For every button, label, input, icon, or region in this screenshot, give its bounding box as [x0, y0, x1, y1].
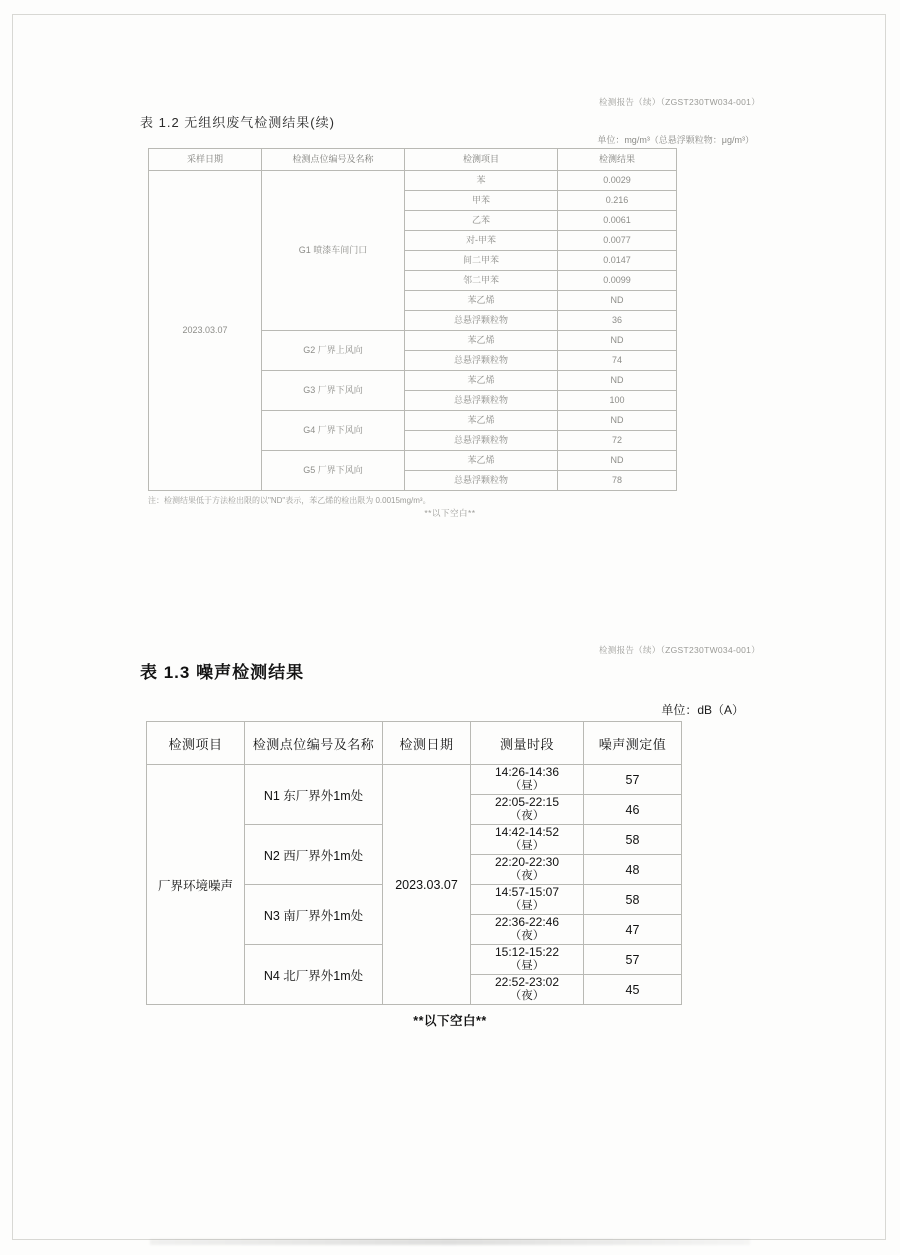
cell-measure-period: [471, 795, 584, 825]
cell-measure-period: [471, 765, 584, 795]
cell-result: 0.0147: [558, 251, 677, 271]
table-row: [147, 765, 682, 795]
scan-artifact: [150, 1239, 750, 1245]
measure-time: 14:42-14:52: [494, 825, 560, 840]
report-code-header-2: 检测报告（续）（ZGST230TW034-001）: [598, 645, 760, 655]
measure-day-night: （昼）: [509, 899, 545, 912]
cell-result: 78: [558, 471, 677, 491]
cell-result: 72: [558, 431, 677, 451]
cell-item: 对-甲苯: [405, 231, 558, 251]
column-header-date: 采样日期: [149, 149, 262, 171]
measure-time: 22:05-22:15: [494, 795, 560, 810]
cell-point-n4: N4 北厂界外1m处: [245, 945, 383, 1005]
cell-measure-period: [471, 885, 584, 915]
cell-point-n1: N1 东厂界外1m处: [245, 765, 383, 825]
table-1-2-title: 表 1.2 无组织废气检测结果(续): [140, 115, 335, 130]
section-table-1-3: [140, 640, 760, 1029]
table-1-2: [148, 148, 677, 491]
measure-time: 14:57-15:07: [494, 885, 560, 900]
measure-day-night: （夜）: [509, 869, 545, 882]
cell-measure-period: [471, 945, 584, 975]
measure-time: 15:12-15:22: [494, 945, 560, 960]
cell-noise-value: 48: [584, 855, 682, 885]
cell-noise-value: 58: [584, 825, 682, 855]
measure-time: 14:26-14:36: [494, 765, 560, 779]
cell-result: 74: [558, 351, 677, 371]
cell-item: 苯乙烯: [405, 451, 558, 471]
cell-item: 苯乙烯: [405, 331, 558, 351]
column-header-point: 检测点位编号及名称: [262, 149, 405, 171]
column-header-test-item: 检测项目: [147, 722, 245, 765]
cell-result: ND: [558, 371, 677, 391]
measure-day-night: （夜）: [509, 989, 545, 1002]
table-row: [149, 149, 677, 171]
cell-point-n2: N2 西厂界外1m处: [245, 825, 383, 885]
cell-item: 总悬浮颗粒物: [405, 431, 558, 451]
column-header-test-date: 检测日期: [383, 722, 471, 765]
cell-result: ND: [558, 331, 677, 351]
column-header-test-point: 检测点位编号及名称: [245, 722, 383, 765]
cell-result: ND: [558, 291, 677, 311]
cell-test-date: 2023.03.07: [383, 765, 471, 1005]
cell-result: 0.0099: [558, 271, 677, 291]
column-header-measure-period: 测量时段: [471, 722, 584, 765]
measure-day-night: （昼）: [509, 779, 545, 792]
cell-item: 总悬浮颗粒物: [405, 391, 558, 411]
cell-noise-value: 57: [584, 945, 682, 975]
section-table-1-2: [140, 97, 760, 519]
measure-time: 22:52-23:02: [494, 975, 560, 990]
table-row: [147, 722, 682, 765]
cell-result: 36: [558, 311, 677, 331]
table-1-2-blank-mark: **以下空白**: [424, 508, 476, 518]
column-header-item: 检测项目: [405, 149, 558, 171]
cell-noise-value: 57: [584, 765, 682, 795]
measure-day-night: （夜）: [509, 929, 545, 942]
table-1-3-blank-mark: **以下空白**: [413, 1014, 487, 1029]
table-1-3-title: 表 1.3 噪声检测结果: [140, 663, 305, 682]
table-1-2-footnote: 注：检测结果低于方法检出限的以"ND"表示，苯乙烯的检出限为 0.0015mg/m³。: [148, 496, 431, 505]
cell-measure-period: [471, 825, 584, 855]
cell-point-g4: G4 厂界下风向: [262, 411, 405, 451]
cell-item: 间二甲苯: [405, 251, 558, 271]
column-header-noise-value: 噪声测定值: [584, 722, 682, 765]
cell-item: 乙苯: [405, 211, 558, 231]
cell-point-g5: G5 厂界下风向: [262, 451, 405, 491]
column-header-result: 检测结果: [558, 149, 677, 171]
cell-result: ND: [558, 451, 677, 471]
cell-measure-period: [471, 915, 584, 945]
cell-point-n3: N3 南厂界外1m处: [245, 885, 383, 945]
cell-noise-value: 46: [584, 795, 682, 825]
cell-item: 总悬浮颗粒物: [405, 351, 558, 371]
cell-point-g2: G2 厂界上风向: [262, 331, 405, 371]
cell-item: 邻二甲苯: [405, 271, 558, 291]
measure-time: 22:36-22:46: [494, 915, 560, 930]
cell-item: 总悬浮颗粒物: [405, 471, 558, 491]
cell-item: 苯乙烯: [405, 371, 558, 391]
cell-item: 总悬浮颗粒物: [405, 311, 558, 331]
cell-point-g1: G1 喷漆车间门口: [262, 171, 405, 331]
measure-time: 22:20-22:30: [494, 855, 560, 870]
cell-noise-value: 58: [584, 885, 682, 915]
cell-item: 苯乙烯: [405, 291, 558, 311]
cell-result: 0.0077: [558, 231, 677, 251]
cell-measure-period: [471, 975, 584, 1005]
measure-day-night: （夜）: [509, 809, 545, 822]
measure-day-night: （昼）: [509, 959, 545, 972]
cell-sample-date: 2023.03.07: [149, 171, 262, 491]
cell-item: 甲苯: [405, 191, 558, 211]
cell-noise-value: 45: [584, 975, 682, 1005]
cell-result: 0.0029: [558, 171, 677, 191]
cell-result: 0.216: [558, 191, 677, 211]
table-1-3-unit-note: 单位：dB（A）: [661, 703, 744, 717]
cell-measure-period: [471, 855, 584, 885]
table-1-3: [146, 721, 682, 1005]
report-code-header-1: 检测报告（续）（ZGST230TW034-001）: [598, 97, 760, 107]
cell-result: ND: [558, 411, 677, 431]
cell-noise-value: 47: [584, 915, 682, 945]
cell-item: 苯: [405, 171, 558, 191]
measure-day-night: （昼）: [509, 839, 545, 852]
cell-item: 苯乙烯: [405, 411, 558, 431]
table-row: [149, 171, 677, 191]
cell-point-g3: G3 厂界下风向: [262, 371, 405, 411]
cell-result: 0.0061: [558, 211, 677, 231]
cell-result: 100: [558, 391, 677, 411]
cell-noise-item: 厂界环境噪声: [147, 765, 245, 1005]
table-1-2-unit-note: 单位：mg/m³（总悬浮颗粒物：μg/m³）: [597, 135, 754, 145]
